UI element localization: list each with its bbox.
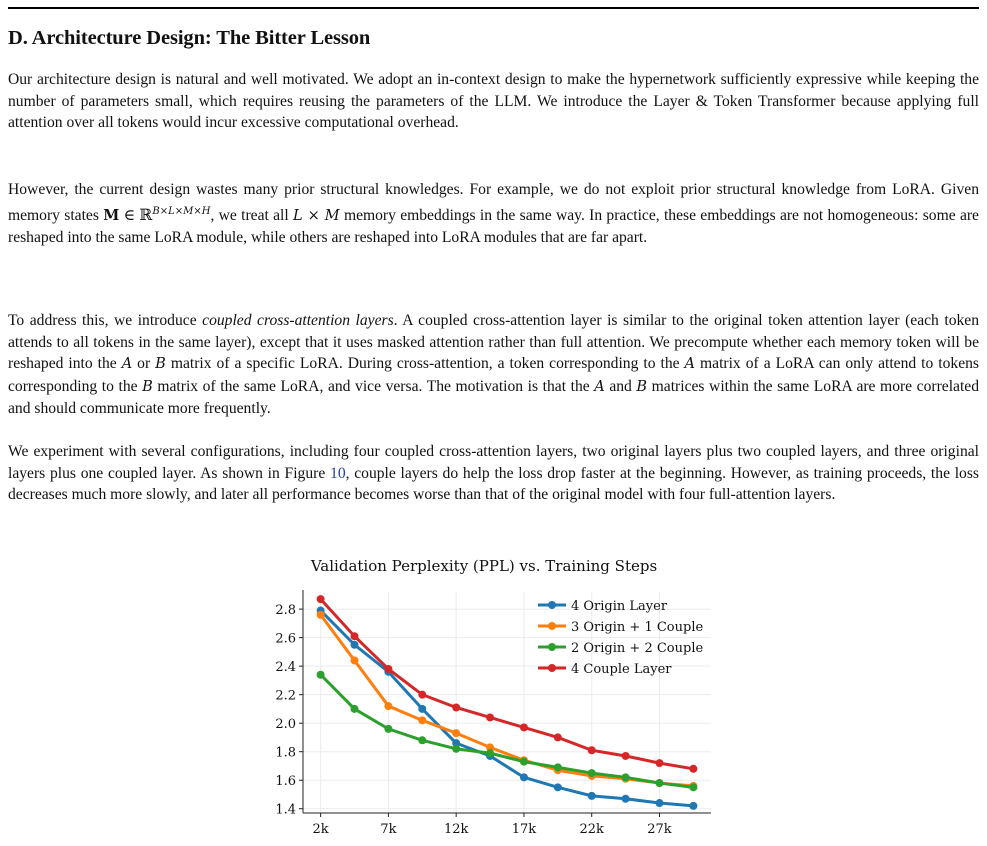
data-point (588, 746, 596, 754)
y-tick-label: 2.2 (275, 688, 296, 704)
legend-marker (548, 622, 556, 630)
math-b: B (155, 356, 166, 372)
data-point (520, 723, 528, 731)
data-point (520, 773, 528, 781)
math-a: A (594, 378, 605, 395)
data-point (317, 611, 325, 619)
p3-text-b: . A coupled cross-attention layer is similar to the original token attention layer (each token attends to all tokens in the same layer), except that it uses masked attention rather than full attention. We precompute whether each memory token will be reshaped into the (8, 312, 980, 372)
legend-label: 4 Couple Layer (571, 662, 672, 677)
p3-text-c: or (132, 355, 156, 372)
data-point (588, 769, 596, 777)
legend-marker (548, 601, 556, 609)
data-point (351, 705, 359, 713)
x-tick-label: 7k (380, 822, 397, 837)
p3-text-f: matrix of the same LoRA, and vice versa. The motivation is that the (152, 377, 595, 395)
y-tick-label: 1.8 (275, 745, 296, 761)
memory-dims: B×L×M×H (152, 205, 211, 217)
p3-text-d: matrix of a specific LoRA. During cross-attention, a token corresponding to the (165, 355, 685, 372)
data-point (622, 752, 630, 760)
data-point (452, 729, 460, 737)
p3-text-a: To address this, we introduce (8, 312, 203, 329)
legend-label: 3 Origin + 1 Couple (571, 620, 704, 635)
p2-text-c: memory embeddings in the same way. In practice, these embeddings are not homogeneous: some are reshaped into the same LoRA module, while others are reshaped into LoRA modules that are far apart. (8, 206, 979, 247)
y-tick-label: 1.6 (275, 774, 296, 790)
math-b: B (636, 378, 648, 395)
math-a: A (684, 356, 696, 372)
section-heading: D. Architecture Design: The Bitter Lesson (8, 27, 371, 49)
data-point (689, 802, 697, 810)
p4-text-b: , couple layers do help the loss drop faster at the beginning. However, as training proceeds, the loss decreases much more slowly, and later all performance becomes worse than that of the original model with four full-attention layers. (8, 464, 979, 503)
paragraph-2 (8, 179, 979, 249)
x-tick-label: 17k (511, 822, 537, 837)
x-tick-label: 22k (579, 822, 604, 837)
p2-in: ∈ ℝ (119, 206, 153, 224)
data-point (689, 765, 697, 773)
data-point (554, 733, 562, 741)
data-point (622, 773, 630, 781)
p3-text-e: matrix of a LoRA can only attend to tokens corresponding to the (8, 355, 980, 395)
paragraph-4 (8, 441, 979, 506)
legend-label: 4 Origin Layer (571, 599, 668, 614)
l-times-m: L × M (293, 207, 340, 224)
data-point (689, 783, 697, 791)
data-point (418, 736, 426, 744)
data-point (384, 665, 392, 673)
x-tick-label: 2k (312, 822, 329, 837)
y-tick-label: 2.4 (275, 660, 296, 676)
memory-symbol: M (103, 206, 120, 224)
data-point (317, 595, 325, 603)
y-tick-label: 2.0 (275, 717, 296, 733)
data-point (486, 713, 494, 721)
p2-text-a: However, the current design wastes many prior structural knowledges. For example, we do not exploit prior structural knowledge from LoRA. Given memory states (8, 181, 979, 224)
data-point (418, 716, 426, 724)
y-tick-label: 1.4 (275, 802, 296, 818)
top-rule (8, 7, 979, 9)
p2-text-b: , we treat all (210, 206, 294, 224)
data-point (655, 759, 663, 767)
chart-title: Validation Perplexity (PPL) vs. Training Steps (310, 557, 658, 575)
data-point (351, 632, 359, 640)
p3-text-g: and (604, 377, 637, 395)
math-a: A (121, 356, 133, 372)
data-point (384, 725, 392, 733)
legend-marker (548, 643, 556, 651)
data-point (655, 799, 663, 807)
data-point (351, 656, 359, 664)
data-point (622, 795, 630, 803)
p3-emphasis: coupled cross-attention layers (202, 312, 394, 329)
legend-label: 2 Origin + 2 Couple (571, 641, 704, 656)
figure-link[interactable]: 10 (330, 464, 346, 482)
data-point (418, 691, 426, 699)
data-point (384, 702, 392, 710)
data-point (452, 703, 460, 711)
legend-marker (548, 664, 556, 672)
paragraph-1: Our architecture design is natural and well motivated. We adopt an in-context design to make the hypernetwork sufficiently expressive while keeping the number of parameters small, which requires reusing the parameters of the LLM. We introduce the Layer & Token Transformer because applying full attention over all tokens would incur excessive computational overhead. (8, 71, 979, 131)
y-tick-label: 2.8 (275, 603, 296, 619)
y-tick-label: 2.6 (275, 631, 296, 647)
x-tick-label: 12k (443, 822, 469, 837)
data-point (452, 745, 460, 753)
data-point (418, 705, 426, 713)
data-point (588, 792, 596, 800)
p4-text-a: We experiment with several configurations, including four coupled cross-attention layers, two original layers plus two coupled layers, and three original layers plus one coupled layer. As shown in Figure (8, 443, 979, 482)
data-point (520, 758, 528, 766)
p3-text-h: matrices within the same LoRA are more correlated and should communicate more frequently. (8, 377, 980, 417)
math-b: B (142, 378, 153, 395)
data-point (317, 671, 325, 679)
paragraph-3 (8, 310, 979, 420)
data-point (655, 779, 663, 787)
x-tick-label: 27k (647, 822, 672, 837)
ppl-chart (255, 548, 725, 844)
data-point (554, 783, 562, 791)
data-point (351, 641, 359, 649)
series-line (321, 611, 694, 806)
data-point (486, 749, 494, 757)
data-point (554, 763, 562, 771)
